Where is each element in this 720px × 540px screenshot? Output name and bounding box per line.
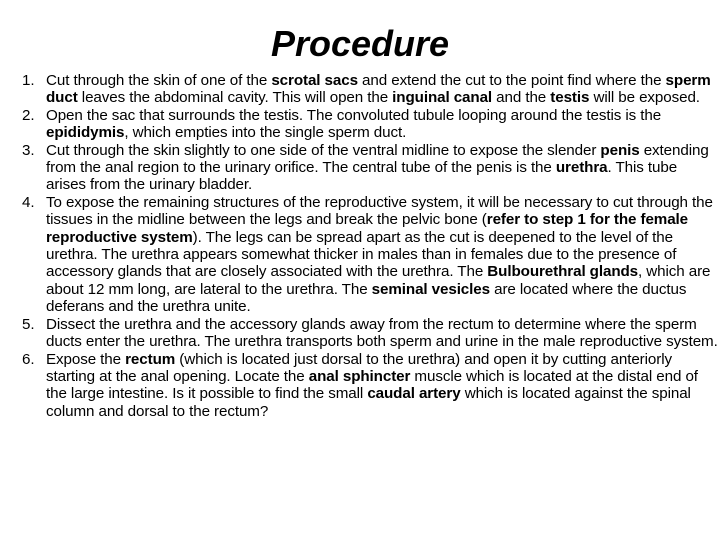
procedure-step — [0, 72, 718, 107]
step-number: 1. — [22, 72, 35, 89]
procedure-step — [0, 351, 718, 421]
step-text-segment: ). The legs can be spread apart as the cut is deepened to the level of the urethra. The urethra appears somewhat thicker in males than in females due to the presence of accessory glands that are closely associated with the urethra. The — [46, 228, 677, 281]
step-text-segment: extending from the anal region to the urinary orifice. The central tube of the penis is the — [46, 141, 709, 177]
step-text — [46, 194, 713, 315]
bold-term: testis — [550, 89, 590, 107]
bold-term: scrotal sacs — [271, 72, 358, 89]
step-text-segment: Cut through the skin of one of the — [46, 72, 272, 89]
step-number: 5. — [22, 315, 35, 333]
step-number: 2. — [22, 106, 35, 124]
bold-term: sperm duct — [46, 72, 711, 107]
bold-term: seminal vesicles — [371, 280, 490, 298]
step-text-segment: Open the sac that surrounds the testis. The convoluted tubule looping around the testis is the — [46, 106, 662, 124]
step-text — [46, 142, 709, 194]
procedure-steps-list — [0, 72, 718, 420]
step-text-segment: To expose the remaining structures of the reproductive system, it will be necessary to cut through the tissues in the midline between the legs and break the pelvic bone ( — [46, 193, 713, 229]
procedure-step — [0, 194, 718, 316]
step-text-segment: , which are about 12 mm long, are lateral to the urethra. The — [46, 263, 711, 298]
step-text-segment: , which empties into the single sperm duct. — [124, 124, 407, 142]
bold-term: refer to step 1 for the female reproductive system — [46, 211, 689, 246]
bold-term: rectum — [125, 350, 176, 368]
step-text-segment: (which is located just dorsal to the urethra) and open it by cutting anteriorly starting at the anal opening. Locate the — [46, 350, 672, 385]
step-text-segment: Cut through the skin slightly to one side of the ventral midline to expose the slender — [46, 141, 601, 159]
step-text — [46, 107, 661, 141]
step-text — [46, 351, 698, 420]
step-text — [46, 316, 718, 350]
bold-term: epididymis — [46, 124, 125, 142]
procedure-step — [0, 107, 718, 142]
step-text-segment: . This tube arises from the urinary bladder. — [46, 159, 678, 194]
bold-term: Bulbourethral glands — [487, 263, 639, 281]
step-text-segment: muscle which is located at the distal end of the large intestine. Is it possible to find the small — [46, 367, 698, 403]
step-text-segment: and the — [492, 89, 551, 107]
bold-term: inguinal canal — [392, 89, 493, 107]
bold-term: anal sphincter — [308, 367, 411, 385]
step-number: 3. — [22, 141, 35, 159]
step-text-segment: leaves the abdominal cavity. This will open the — [77, 89, 393, 107]
step-text-segment: Expose the — [46, 350, 126, 368]
procedure-step — [0, 316, 718, 351]
step-text-segment: Dissect the urethra and the accessory glands away from the rectum to determine where the sperm ducts enter the urethra. The urethra transports both sperm and urine in the male reproductive system. — [46, 315, 718, 351]
bold-term: urethra — [555, 159, 608, 177]
bold-term: caudal artery — [367, 385, 461, 403]
step-text-segment: which is located against the spinal column and dorsal to the rectum? — [46, 385, 691, 420]
step-text — [46, 72, 711, 106]
procedure-step — [0, 142, 718, 194]
step-text-segment: are located where the ductus deferans and the urethra unite. — [46, 280, 687, 316]
step-number: 4. — [22, 193, 35, 211]
step-number: 6. — [22, 350, 35, 368]
page-title: Procedure — [270, 23, 450, 64]
bold-term: penis — [600, 141, 640, 159]
step-text-segment: will be exposed. — [589, 89, 700, 107]
step-text-segment: and extend the cut to the point find where the — [357, 72, 666, 89]
